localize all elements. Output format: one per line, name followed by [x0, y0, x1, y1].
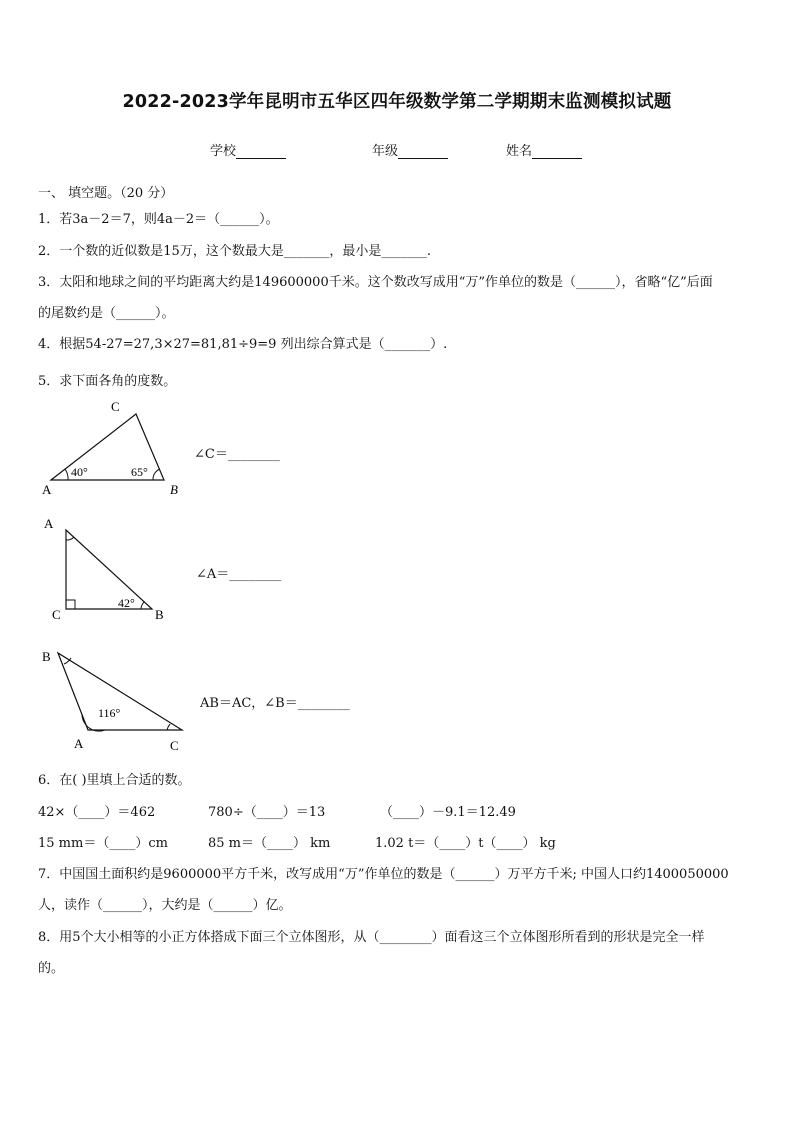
question-7-line-2: 人，读作（______），大约是（______）亿。 [38, 898, 292, 913]
question-3-line-2: 的尾数约是（______）。 [38, 306, 175, 321]
triangle-2-angle-b-label: 42° [118, 596, 135, 610]
question-5: 5．求下面各角的度数。 [38, 374, 177, 389]
triangle-2-angle-arc-a [66, 537, 74, 540]
page-title: 2022-2023学年昆明市五华区四年级数学第二学期期末监测模拟试题 [122, 92, 672, 112]
triangle-2-vertex-c: C [52, 607, 61, 622]
triangle-1-angle-arc-b [153, 469, 160, 480]
triangle-3-angle-a-label: 116° [98, 706, 121, 720]
question-4: 4．根据54-27=27,3×27=81,81÷9=9 列出综合算式是（_______）. [38, 337, 448, 352]
question-6-row-2-col-3: 1.02 t＝（____）t（____） kg [375, 836, 556, 851]
triangle-3-vertex-c: C [170, 738, 179, 753]
question-8-line-1: 8．用5个大小相等的小正方体搭成下面三个立体图形，从（________）面看这三个立体图形所看到的形状是完全一样 [38, 930, 705, 945]
triangle-3-angle-arc-c [167, 724, 170, 730]
question-6-row-1-col-3: （____）－9.1＝12.49 [380, 805, 516, 820]
triangle-1-angle-arc-a [65, 469, 68, 480]
triangle-figure-3 [36, 644, 196, 756]
question-5-answer-c: AB＝AC，∠B＝________ [200, 696, 350, 711]
grade-field [372, 140, 448, 159]
triangle-1-angle-b-label: 65° [131, 465, 148, 479]
triangle-3-vertex-b: B [42, 649, 51, 664]
question-6-row-1-col-1: 42×（____）＝462 [38, 805, 156, 820]
question-8-line-2: 的。 [38, 961, 65, 976]
triangle-2-vertex-a: A [44, 516, 54, 531]
triangle-2-vertex-b: B [155, 607, 164, 622]
triangle-1-vertex-b: B [170, 482, 178, 497]
triangle-figure-2 [38, 514, 178, 624]
triangle-1-angle-a-label: 40° [71, 465, 88, 479]
school-blank[interactable] [236, 144, 286, 159]
question-6-row-1-col-2: 780÷（____）＝13 [208, 805, 326, 820]
triangle-2-shape [66, 530, 152, 609]
triangle-1-vertex-a: A [42, 482, 52, 497]
question-3-line-1: 3．太阳和地球之间的平均距离大约是149600000千米。这个数改写成用“万”作单位的数是（______），省略“亿”后面 [38, 275, 713, 290]
question-7-line-1: 7．中国国土面积约是9600000平方千米，改写成用“万”作单位的数是（______）万平方千米; 中国人口约1400050000 [38, 867, 729, 882]
section-heading: 一、 填空题。（20 分） [38, 186, 174, 201]
question-5-answer-b: ∠A＝________ [196, 567, 282, 582]
school-field [210, 140, 286, 159]
school-label: 学校 [210, 144, 237, 159]
triangle-1-vertex-c: C [111, 399, 120, 414]
question-5-answer-a: ∠C＝________ [194, 447, 280, 462]
grade-label: 年级 [372, 144, 399, 159]
question-6: 6．在( )里填上合适的数。 [38, 773, 191, 788]
question-6-row-2-col-2: 85 m＝（____） km [208, 836, 331, 851]
grade-blank[interactable] [398, 144, 448, 159]
triangle-2-right-angle-mark [66, 600, 75, 609]
question-6-row-2-col-1: 15 mm＝（____）cm [38, 836, 168, 851]
question-2: 2．一个数的近似数是15万，这个数最大是_______，最小是_______. [38, 244, 431, 259]
triangle-2-angle-arc-b [141, 602, 144, 609]
name-field [506, 140, 582, 159]
triangle-figure-1 [36, 396, 196, 500]
name-blank[interactable] [532, 144, 582, 159]
triangle-3-vertex-a: A [74, 736, 84, 751]
name-label: 姓名 [506, 144, 533, 159]
question-1: 1．若3a－2＝7，则4a－2＝（______）。 [38, 212, 279, 227]
